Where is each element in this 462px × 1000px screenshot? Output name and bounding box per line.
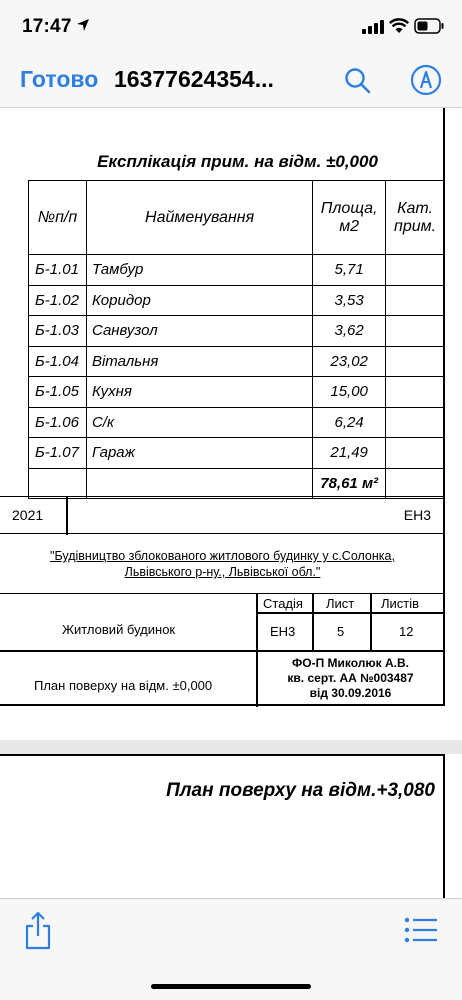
building-name: Житловий будинок (62, 622, 176, 637)
row-area: 3,53 (313, 285, 386, 316)
plan-name: План поверху на відм. ±0,000 (34, 678, 213, 693)
author-block (256, 656, 445, 701)
column-header-area-label: Площа, м2 (320, 199, 378, 235)
row-area: 5,71 (313, 255, 386, 286)
wifi-icon (389, 18, 409, 39)
status-time: 17:47 (22, 16, 72, 37)
row-num: Б-1.01 (29, 255, 87, 286)
row-area: 23,02 (313, 346, 386, 377)
cellular-signal-icon (362, 20, 384, 39)
table-row (29, 255, 445, 286)
done-button[interactable]: Готово (20, 66, 99, 92)
row-name: С/к (86, 407, 312, 438)
document-title: 16377624354... (114, 66, 274, 92)
explication-table (28, 180, 445, 499)
page-title: План поверху на відм.+3,080 (166, 780, 435, 801)
author-line: ФО-П Миколюк А.В. (292, 656, 409, 670)
stamp-code: ЕН3 (403, 507, 431, 523)
home-indicator[interactable] (151, 984, 311, 989)
row-num: Б-1.07 (29, 438, 87, 469)
project-title-line: "Будівництво зблокованого житлового будинку у с.Солонка, (50, 549, 395, 563)
column-header-area (313, 181, 386, 255)
row-cat (386, 377, 445, 408)
author-line: від 30.09.2016 (309, 686, 392, 700)
row-name: Санвузол (86, 316, 312, 347)
row-cat (386, 255, 445, 286)
stamp-year-row (0, 496, 445, 534)
sheet-value: 5 (337, 624, 345, 639)
document-view[interactable] (0, 108, 462, 898)
column-header-name: Найменування (86, 181, 312, 255)
stage-label: Стадія (263, 596, 303, 611)
row-num: Б-1.05 (29, 377, 87, 408)
divider (312, 594, 314, 650)
row-num: Б-1.02 (29, 285, 87, 316)
row-cat (386, 285, 445, 316)
row-area: 15,00 (313, 377, 386, 408)
row-cat (386, 346, 445, 377)
total-cat (386, 468, 445, 499)
sheets-label: Листів (381, 596, 420, 611)
row-num: Б-1.03 (29, 316, 87, 347)
page-gap (0, 740, 462, 754)
table-row (29, 438, 445, 469)
divider (66, 497, 68, 535)
row-name: Вітальня (86, 346, 312, 377)
table-heading: Експлікація прим. на відм. ±0,000 (97, 152, 378, 171)
column-header-cat-label: Кат. прим. (394, 199, 437, 235)
markup-pen-icon[interactable] (410, 64, 442, 101)
document-page (0, 108, 445, 706)
table-total-row (29, 468, 445, 499)
divider (256, 612, 445, 614)
author-line: кв. серт. АА №003487 (287, 671, 414, 685)
sheets-value: 12 (399, 624, 414, 639)
battery-icon (414, 18, 444, 39)
table-row (29, 316, 445, 347)
share-icon[interactable] (22, 911, 54, 956)
column-header-num: №п/п (29, 181, 87, 255)
row-name: Коридор (86, 285, 312, 316)
row-cat (386, 407, 445, 438)
row-cat (386, 438, 445, 469)
total-area: 78,61 м² (313, 468, 386, 499)
table-row (29, 377, 445, 408)
navigation-bar (0, 54, 462, 108)
table-row (29, 285, 445, 316)
row-area: 6,24 (313, 407, 386, 438)
row-cat (386, 316, 445, 347)
row-area: 21,49 (313, 438, 386, 469)
location-arrow-icon (76, 18, 90, 37)
table-row (29, 407, 445, 438)
row-area: 3,62 (313, 316, 386, 347)
stage-value: ЕН3 (270, 624, 296, 639)
table-row (29, 346, 445, 377)
title-block (0, 593, 445, 706)
status-bar (0, 0, 462, 54)
stamp-year: 2021 (12, 507, 44, 523)
project-title (0, 548, 445, 580)
project-title-line: Львівського р-ну., Львівської обл." (124, 565, 321, 579)
sheet-label: Лист (326, 596, 355, 611)
divider (370, 594, 372, 650)
total-name (86, 468, 312, 499)
list-icon[interactable] (404, 917, 438, 948)
row-num: Б-1.06 (29, 407, 87, 438)
document-page (0, 754, 445, 898)
divider (0, 650, 445, 652)
row-num: Б-1.04 (29, 346, 87, 377)
total-num (29, 468, 87, 499)
row-name: Тамбур (86, 255, 312, 286)
search-icon[interactable] (343, 66, 373, 101)
column-header-cat (386, 181, 445, 255)
row-name: Гараж (86, 438, 312, 469)
row-name: Кухня (86, 377, 312, 408)
